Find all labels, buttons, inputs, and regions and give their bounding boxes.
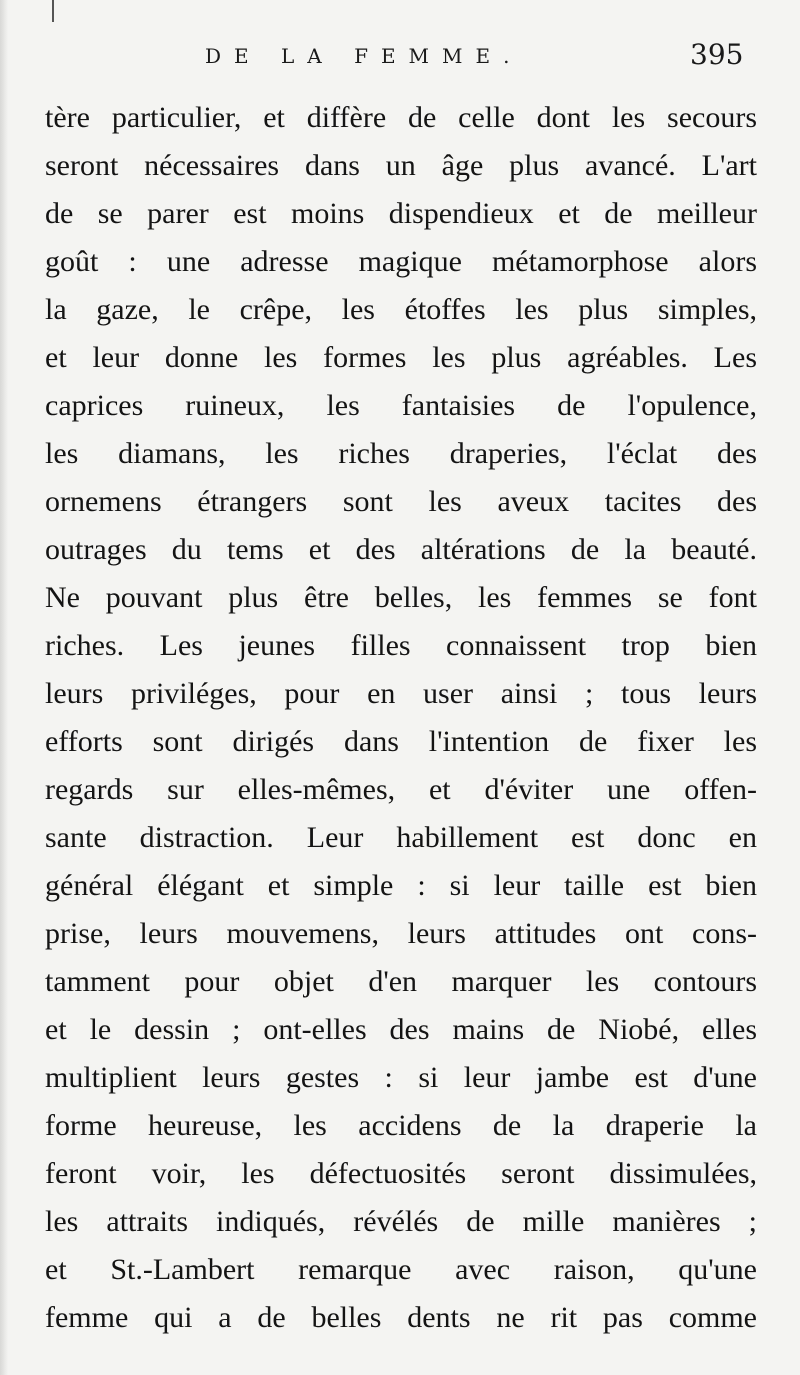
body-text [45, 98, 757, 1346]
text-line: ornemens étrangers sont les aveux tacites des [45, 485, 757, 518]
text-line: femme qui a de belles dents ne rit pas comme [45, 1301, 757, 1334]
text-line: leurs priviléges, pour en user ainsi ; tous leurs [45, 677, 757, 710]
text-line: et leur donne les formes les plus agréables. Les [45, 341, 757, 374]
text-line: efforts sont dirigés dans l'intention de fixer les [45, 725, 757, 758]
text-line: de se parer est moins dispendieux et de meilleur [45, 197, 757, 230]
text-line: tère particulier, et diffère de celle dont les secours [45, 101, 757, 134]
text-line: et St.-Lambert remarque avec raison, qu'une [45, 1253, 757, 1286]
text-line: prise, leurs mouvemens, leurs attitudes ont cons- [45, 917, 757, 950]
page-number: 395 [690, 38, 744, 71]
text-line: riches. Les jeunes filles connaissent trop bien [45, 629, 757, 662]
text-line: la gaze, le crêpe, les étoffes les plus simples, [45, 293, 757, 326]
text-line: feront voir, les défectuosités seront dissimulées, [45, 1157, 757, 1190]
text-line: seront nécessaires dans un âge plus avancé. L'art [45, 149, 757, 182]
text-line: les attraits indiqués, révélés de mille manières ; [45, 1205, 757, 1238]
text-line: et le dessin ; ont-elles des mains de Niobé, elles [45, 1013, 757, 1046]
text-line: caprices ruineux, les fantaisies de l'opulence, [45, 389, 757, 422]
page-edge-shadow [0, 0, 8, 1375]
text-line: multiplient leurs gestes : si leur jambe est d'une [45, 1061, 757, 1094]
text-line: Ne pouvant plus être belles, les femmes se font [45, 581, 757, 614]
text-line: les diamans, les riches draperies, l'éclat des [45, 437, 757, 470]
running-title: DE LA FEMME. [205, 44, 523, 68]
text-line: général élégant et simple : si leur taille est bien [45, 869, 757, 902]
page-edge-mark [52, 0, 54, 22]
text-line: outrages du tems et des altérations de la beauté. [45, 533, 757, 566]
text-line: forme heureuse, les accidens de la draperie la [45, 1109, 757, 1142]
text-line: sante distraction. Leur habillement est donc en [45, 821, 757, 854]
text-line: tamment pour objet d'en marquer les contours [45, 965, 757, 998]
text-line: regards sur elles-mêmes, et d'éviter une offen- [45, 773, 757, 806]
text-line: goût : une adresse magique métamorphose alors [45, 245, 757, 278]
